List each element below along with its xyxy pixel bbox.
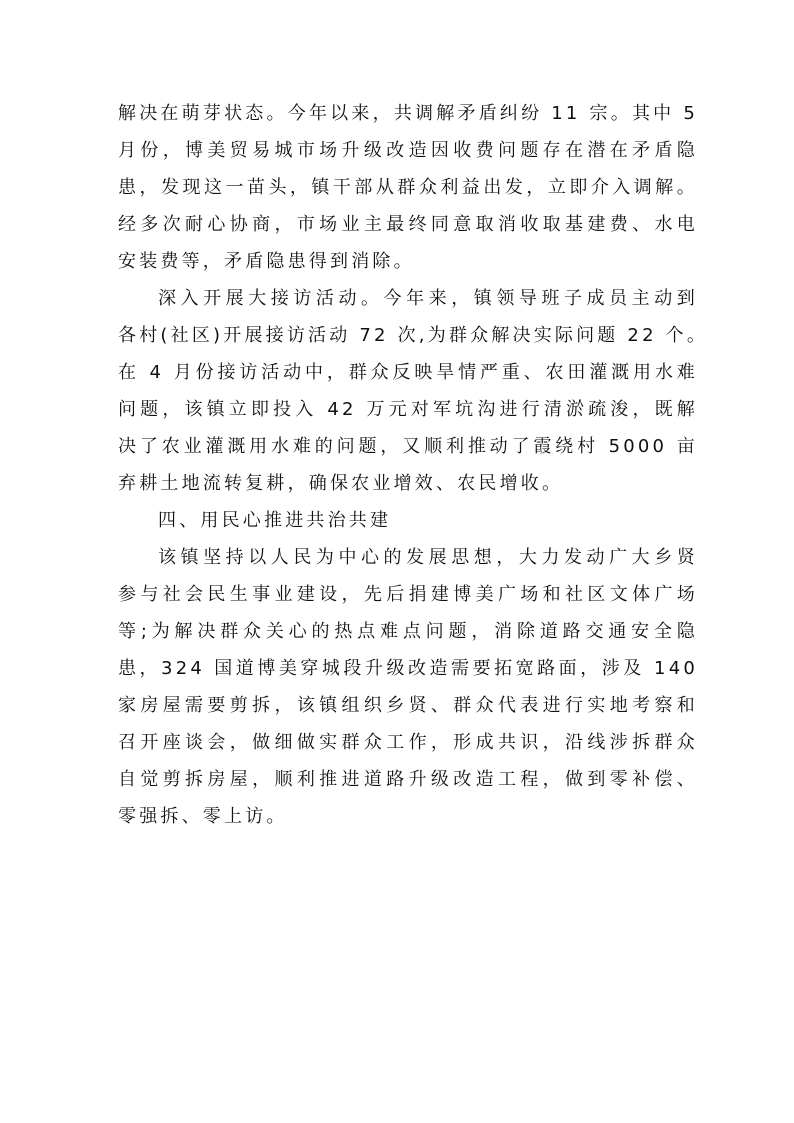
text-line: 零强拆、零上访。 bbox=[118, 806, 288, 827]
text-line: 安装费等，矛盾隐患得到消除。 bbox=[118, 251, 415, 272]
text-line: 在 4 月份接访活动中，群众反映旱情严重、农田灌溉用水难 bbox=[118, 362, 698, 383]
text-line: 解决在萌芽状态。今年以来，共调解矛盾纠纷 11 宗。其中 5 bbox=[118, 103, 698, 124]
text-line: 参与社会民生事业建设，先后捐建博美广场和社区文体广场 bbox=[118, 584, 698, 605]
paragraph-start: 该镇坚持以人民为中心的发展思想，大力发动广大乡贤 bbox=[158, 547, 698, 568]
text-line: 问题，该镇立即投入 42 万元对军坑沟进行清淤疏浚，既解 bbox=[118, 399, 698, 420]
text-line: 自觉剪拆房屋，顺利推进道路升级改造工程，做到零补偿、 bbox=[118, 769, 698, 790]
text-line: 患，发现这一苗头，镇干部从群众利益出发，立即介入调解。 bbox=[118, 177, 698, 198]
text-line: 经多次耐心协商，市场业主最终同意取消收取基建费、水电 bbox=[118, 214, 698, 235]
text-line: 月份，博美贸易城市场升级改造因收费问题存在潜在矛盾隐 bbox=[118, 140, 698, 161]
text-line: 患，324 国道博美穿城段升级改造需要拓宽路面，涉及 140 bbox=[118, 658, 698, 679]
paragraph-start: 深入开展大接访活动。今年来，镇领导班子成员主动到 bbox=[158, 288, 698, 309]
text-line: 各村(社区)开展接访活动 72 次,为群众解决实际问题 22 个。 bbox=[118, 325, 709, 346]
section-heading: 四、用民心推进共治共建 bbox=[158, 510, 392, 531]
text-line: 召开座谈会，做细做实群众工作，形成共识，沿线涉拆群众 bbox=[118, 732, 698, 753]
text-line: 决了农业灌溉用水难的问题，又顺利推动了霞绕村 5000 亩 bbox=[118, 436, 698, 457]
text-line: 等;为解决群众关心的热点难点问题，消除道路交通安全隐 bbox=[118, 621, 698, 642]
text-line: 家房屋需要剪拆，该镇组织乡贤、群众代表进行实地考察和 bbox=[118, 695, 698, 716]
text-line: 弃耕土地流转复耕，确保农业增效、农民增收。 bbox=[118, 473, 564, 494]
